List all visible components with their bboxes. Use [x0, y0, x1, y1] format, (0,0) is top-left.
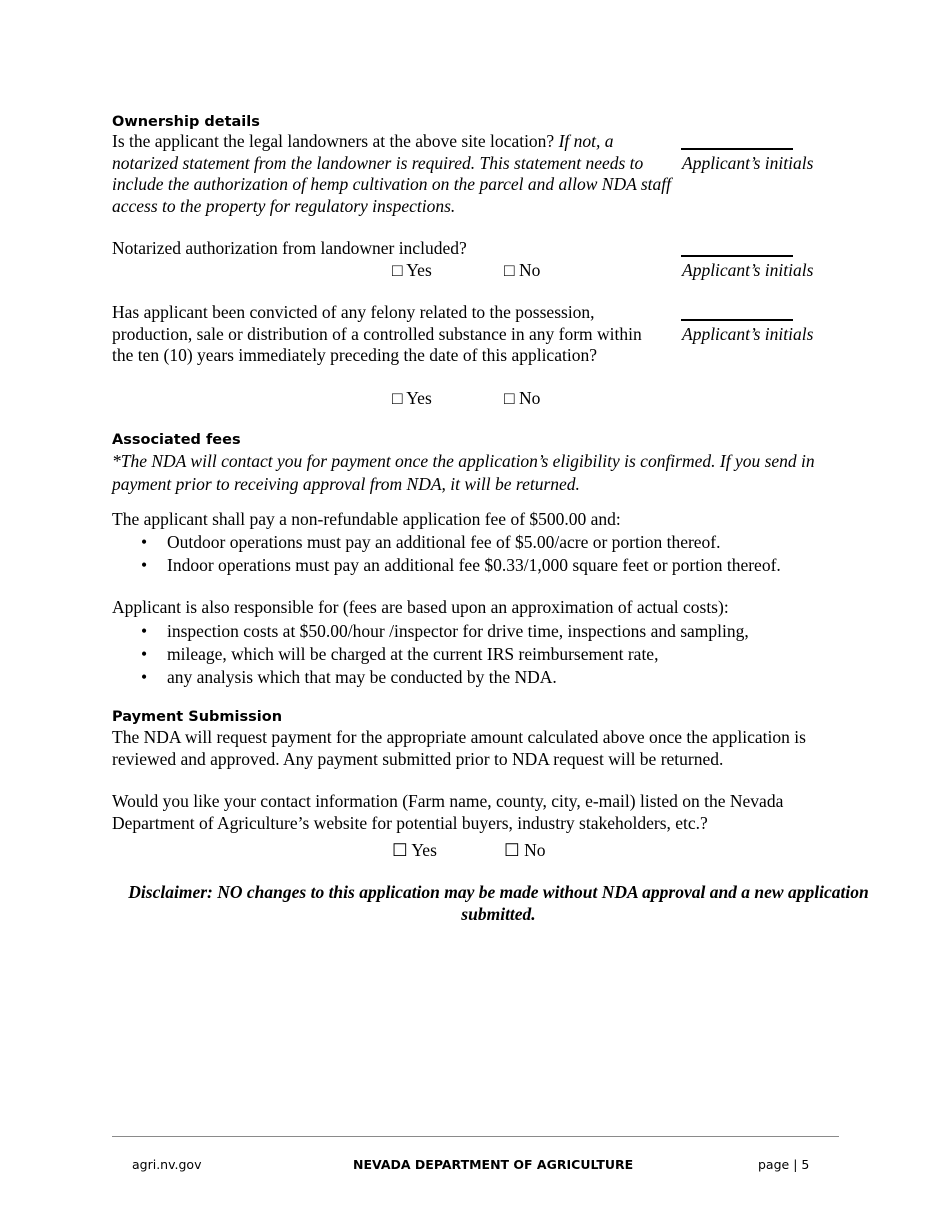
fees-list — [112, 531, 837, 577]
notarized-question: Notarized authorization from landowner included? — [112, 238, 467, 258]
responsible-list — [112, 620, 837, 689]
felony-question: Has applicant been convicted of any felony related to the possession, production, sale or distribution of a controlled substance in any form within the ten (10) years immediately preceding the date of this application? — [112, 302, 642, 365]
footer-divider — [112, 1136, 839, 1137]
footer-department: NEVADA DEPARTMENT OF AGRICULTURE — [353, 1157, 634, 1172]
list-item: • inspection costs at $50.00/hour /inspector for drive time, inspections and sampling, — [112, 620, 837, 643]
fees-intro: The applicant shall pay a non-refundable application fee of $500.00 and: — [112, 509, 621, 529]
footer-page-number: page | 5 — [758, 1157, 810, 1172]
payment-heading: Payment Submission — [112, 709, 283, 725]
list-item: • Outdoor operations must pay an additional fee of $5.00/acre or portion thereof. — [112, 531, 837, 554]
notarized-yes-checkbox[interactable]: □ Yes — [392, 260, 432, 280]
initials-label-notarized: Applicant’s initials — [682, 260, 814, 280]
payment-text: The NDA will request payment for the appropriate amount calculated above once the application is reviewed and approved. Any payment submitted prior to NDA request will be returned. — [112, 727, 806, 769]
responsible-intro: Applicant is also responsible for (fees are based upon an approximation of actual costs): — [112, 597, 729, 617]
ownership-heading: Ownership details — [112, 114, 260, 130]
landowner-question-text: Is the applicant the legal landowners at the above site location? — [112, 131, 555, 151]
initials-label-felony: Applicant’s initials — [682, 324, 814, 344]
contact-yes-checkbox[interactable]: ☐ Yes — [392, 840, 437, 860]
initials-line-felony[interactable] — [681, 319, 793, 321]
fees-heading: Associated fees — [112, 432, 241, 448]
contact-listing-question: Would you like your contact information (Farm name, county, city, e-mail) listed on the Nevada Department of Agriculture’s website for potential buyers, industry stakeholders, etc.? — [112, 791, 784, 833]
felony-yes-checkbox[interactable]: □ Yes — [392, 388, 432, 408]
notarized-no-checkbox[interactable]: □ No — [504, 260, 541, 280]
ownership-question-landowner — [112, 131, 672, 217]
fees-payment-note: *The NDA will contact you for payment once the application’s eligibility is confirmed. If you send in payment prior to receiving approval from NDA, it will be returned. — [112, 451, 815, 494]
contact-no-checkbox[interactable]: ☐ No — [504, 840, 546, 860]
initials-label-landowner: Applicant’s initials — [682, 153, 814, 173]
felony-no-checkbox[interactable]: □ No — [504, 388, 541, 408]
list-item: • Indoor operations must pay an additional fee $0.33/1,000 square feet or portion thereof. — [112, 554, 837, 577]
landowner-requirement-note: If not, a notarized statement from the landowner is required. This statement needs to include the authorization of hemp cultivation on the parcel and allow NDA staff access to the property for regulatory inspections. — [112, 131, 671, 216]
footer-website[interactable]: agri.nv.gov — [132, 1157, 202, 1172]
initials-line-notarized[interactable] — [681, 255, 793, 257]
list-item: • mileage, which will be charged at the current IRS reimbursement rate, — [112, 643, 837, 666]
initials-line-landowner[interactable] — [681, 148, 793, 150]
list-item: • any analysis which that may be conducted by the NDA. — [112, 666, 837, 689]
disclaimer: Disclaimer: NO changes to this application may be made without NDA approval and a new application submitted. — [128, 882, 869, 924]
